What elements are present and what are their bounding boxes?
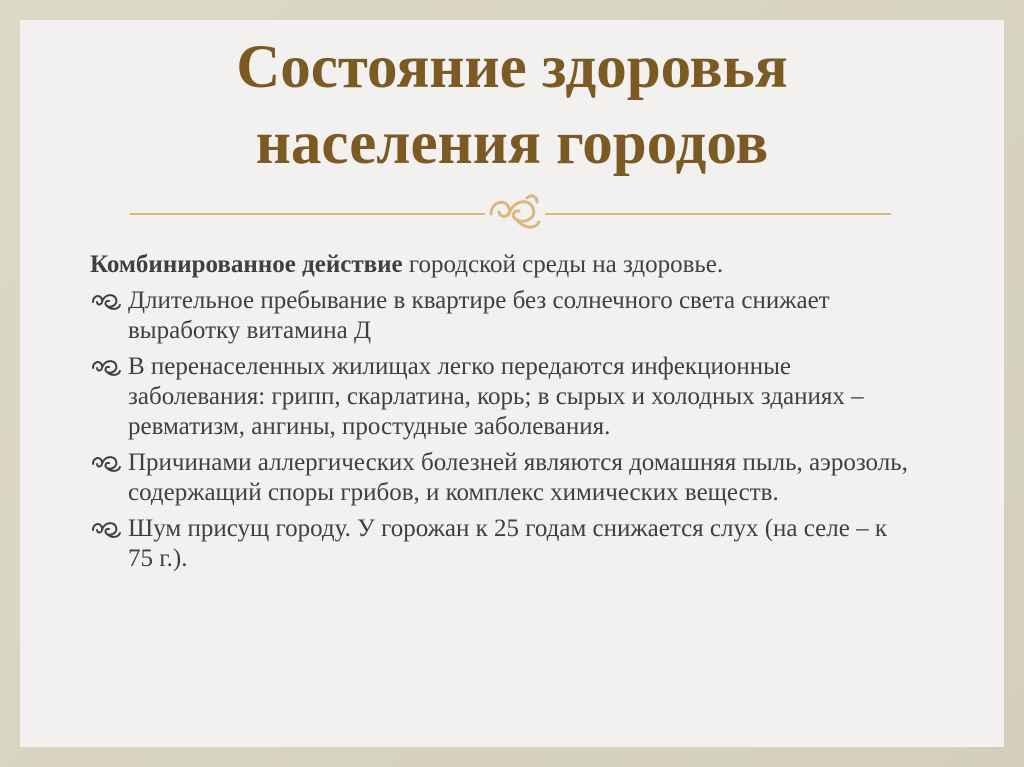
intro-rest: городской среды на здоровье. [402, 251, 724, 278]
scroll-bullet-icon [90, 356, 122, 378]
slide-body [90, 250, 910, 580]
bullet-item [90, 352, 910, 442]
bullet-text: Причинами аллергических болезней являются домашняя пыль, аэрозоль, содержащий споры грибов, и комплекс химических веществ. [128, 449, 908, 506]
bullet-item [90, 286, 910, 346]
scroll-bullet-icon [90, 452, 122, 474]
slide-title [0, 30, 1024, 182]
title-line-1: Состояние здоровья [236, 34, 788, 101]
bullet-item [90, 448, 910, 508]
bullet-text: В перенаселенных жилищах легко передаются инфекционные заболевания: грипп, скарлатина, корь; в сырых и холодных зданиях – ревматизм, ангины, простудные заболевания. [128, 353, 864, 440]
bullet-item [90, 514, 910, 574]
scroll-bullet-icon [90, 518, 122, 540]
bullet-text: Шум присущ городу. У горожан к 25 годам снижается слух (на селе – к 75 г.). [128, 515, 887, 572]
title-divider-right [545, 213, 891, 215]
intro-bold: Комбинированное действие [90, 251, 403, 278]
bullet-list [90, 286, 910, 574]
intro-line [90, 250, 910, 280]
title-line-2: населения городов [255, 110, 769, 177]
scroll-bullet-icon [90, 290, 122, 312]
bullet-text: Длительное пребывание в квартире без солнечного света снижает выработку витамина Д [128, 287, 830, 344]
scroll-ornament-icon [487, 190, 543, 238]
title-divider-left [130, 213, 485, 215]
